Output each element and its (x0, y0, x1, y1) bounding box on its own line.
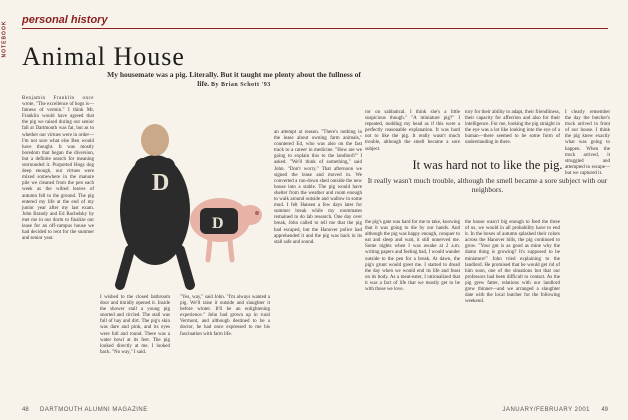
svg-text:D: D (152, 170, 170, 196)
pull-quote (365, 158, 610, 194)
body-column-3: an attempt at reason. "There's nothing in the lease about owning farm animals," countered Ed, who was also on the fast track to a career in medicine. "How are we going to explain this to the landlord?" I asked. "We'll think of something," said John. "Don't worry." That afternoon we signed the lease and moved in. We converted a run-down shed outside the new house into a stable. The pig would have shelter from the weather and room enough to walk around outside and wallow in some mud. I felt Hansen a few days later for summer break while my roommates remained to do lab research. One day over break, John called to tell me that the pig had escaped, but the Hanover police had apprehended it and the pig was back in its stall safe and sound. (274, 130, 362, 245)
body-column-4-bottom: the pig's gate was hard for me to take, knowing that it was going to die by our hands. And although the pig was happy enough, conquer to eat and sleep and wait, it still unnerved me. Some nights when I was awake at 2 a.m. writing papers and feeling bad, I would wander outside to the pen for a break. At dawn, the pig's grunt would greet me. I started to dread the day when we would end its life and feast on its body. As a meat-eater, I rationalized that it was a fact of life that we mostly get to be with those we love. (365, 220, 460, 293)
section-side-tag: NOTEBOOK (1, 20, 8, 58)
svg-text:D: D (212, 215, 224, 232)
body-column-4-top: ror on sabbatical. I think she's a little suspicious though." "A miniature pig?" I repeated, nodding my head as if this were a perfectly reasonable explanation. It was hard not to like the pig. It really wasn't much trouble, although the smell became a sore subject. (365, 110, 460, 152)
body-column-1 (22, 96, 94, 406)
page-number-left: 48 (22, 407, 29, 413)
illustration-pig-in-sweater (100, 100, 270, 290)
pull-quote-headline: It was hard not to like the pig. (412, 158, 563, 172)
article-title: Animal House (22, 42, 185, 71)
body-column-2a: I wished to the closed bathroom door and timidly opened it. Inside the shower stall a young pig snorted and circled. The stall was full of hay and dirt. The pig's skin was dare and pink, and its eyes were full and round. There was a water bowl at its feet. The pig looked directly at me. I looked back. "No way," I said. (100, 295, 170, 355)
section-label: personal history (22, 14, 108, 26)
pull-quote-subtext: It really wasn't much trouble, although the smell became a sore subject with our neighbors. (367, 176, 608, 194)
body-column-6-top: I clearly remember the day the butcher's truck arrived in front of our house. I think the pig knew exactly what was going to happen. When the truck arrived, it struggled and attempted to escape—but we captured it. (565, 110, 610, 176)
deck-text: My housemate was a pig. Literally. But it taught me plenty about the fullness of life. (107, 70, 361, 88)
publication-name: DARTMOUTH ALUMNI MAGAZINE (40, 407, 148, 413)
article-deck (104, 70, 364, 90)
page-number-right: 49 (601, 407, 608, 413)
lead-in: Benjamin Franklin once (22, 96, 94, 101)
body-column-5-top: tory for their ability to adapt, their friendliness, their capacity for affection and also for their intelligence. For me, looking the pig straight in the eye was a lot like looking into the eye of a human—there seemed to be some form of understanding in there. (465, 110, 560, 146)
body-column-5-bottom: the house wasn't big enough to feed the three of us, we would in all probability have to end it. In the boxes of autumn splashed their colors across the Hanover hills, the pig continued to grow. "Your gut is as good as mine why the damn thing is growing? It's supposed to be miniature!" John tried explaining to the landlord. He promised that he would get rid of him soon, one of the situations but that our professors had been difficult to contact. As the pig grew fatter, relations with our landlord grew thinner—and we arranged a slaughter date with the local butcher for the following weekend. (465, 220, 560, 305)
body-text: wrote, "The excellence of hogs is—fatness of vermin." I think Mr. Franklin would have agreed that the pig we raised during our senior fall at Dartmouth was fat, but as to whether our virtues were in order—I'm not sure what else Ben would have thought. It was mostly boredom that began the diversion, but a definite search for meaning surrounded it. Purported Hogs dog deep enough, our virtues were mixed somewhere in the manure pile we cleaned from the pen each week as the wilted leaves of autumn fell to the ground. The pig entered my life at the end of my junior year after my last exam. John Brandy and Ed Rachelsky by met me in our dorm to finalize our lease for an off-campus house we had decided to rent for the summer and senior year. (22, 102, 94, 242)
issue-date: JANUARY/FEBRUARY 2001 (502, 407, 590, 413)
body-column-2b: "Yes, way," said John. "I'm always wanted a pig. We'll raise it outside and slaughter it before winter. It'll be an enlightening experience." John had grown up in rural Vermont, and although destined to be a doctor, he had once expressed to me his fascination with farm life. (180, 295, 270, 337)
header-rule (22, 28, 608, 29)
byline: By Brian Schott '93 (211, 82, 271, 88)
